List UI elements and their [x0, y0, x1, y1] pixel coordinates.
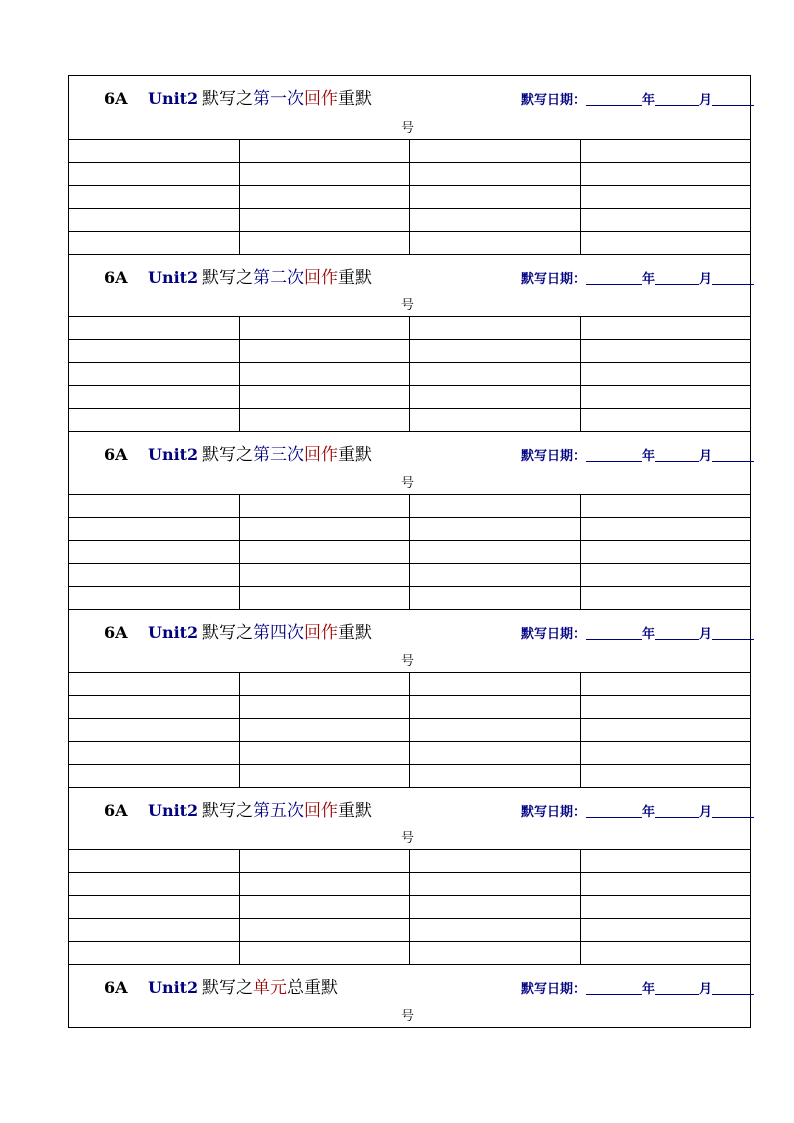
number-label: 号	[401, 298, 415, 313]
answer-cell[interactable]	[69, 317, 240, 339]
answer-cell[interactable]	[581, 942, 751, 964]
answer-cell[interactable]	[69, 186, 240, 208]
grade-label: 6A	[104, 978, 128, 997]
answer-cell[interactable]	[410, 209, 581, 231]
answer-cell[interactable]	[69, 919, 240, 941]
month-label: 月	[699, 982, 713, 997]
section-header	[69, 432, 750, 495]
date-field	[521, 90, 754, 112]
day-blank[interactable]	[712, 92, 754, 106]
answer-cell[interactable]	[69, 673, 240, 695]
answer-cell[interactable]	[69, 409, 240, 431]
answer-row	[69, 696, 750, 719]
answer-cell[interactable]	[240, 696, 411, 718]
title-part: 第五次	[253, 801, 304, 821]
year-blank[interactable]	[586, 92, 642, 106]
answer-cell[interactable]	[581, 919, 751, 941]
unit-label: Unit2	[148, 801, 199, 820]
section-title	[202, 800, 372, 822]
number-label: 号	[401, 654, 415, 669]
answer-cell[interactable]	[240, 163, 411, 185]
date-label: 默写日期：	[521, 805, 587, 820]
answer-cell[interactable]	[69, 386, 240, 408]
answer-cell[interactable]	[581, 495, 751, 517]
answer-cell[interactable]	[410, 541, 581, 563]
answer-cell[interactable]	[581, 186, 751, 208]
answer-cell[interactable]	[410, 495, 581, 517]
section-title	[202, 622, 372, 644]
answer-cell[interactable]	[240, 896, 411, 918]
answer-cell[interactable]	[240, 363, 411, 385]
answer-cell[interactable]	[581, 742, 751, 764]
answer-cell[interactable]	[581, 140, 751, 162]
date-label: 默写日期：	[521, 272, 587, 287]
section-header	[69, 610, 750, 673]
unit-label: Unit2	[148, 978, 199, 997]
month-label: 月	[699, 93, 713, 108]
month-blank[interactable]	[655, 271, 699, 285]
number-label: 号	[401, 831, 415, 846]
answer-cell[interactable]	[410, 163, 581, 185]
answer-cell[interactable]	[240, 140, 411, 162]
section-title	[202, 977, 338, 999]
answer-cell[interactable]	[581, 317, 751, 339]
year-blank[interactable]	[586, 271, 642, 285]
answer-cell[interactable]	[69, 896, 240, 918]
title-part: 重默	[338, 801, 372, 821]
grade-label: 6A	[104, 623, 128, 642]
answer-row	[69, 942, 750, 965]
answer-row	[69, 587, 750, 610]
answer-row	[69, 317, 750, 340]
answer-cell[interactable]	[69, 232, 240, 254]
answer-cell[interactable]	[240, 742, 411, 764]
answer-cell[interactable]	[240, 719, 411, 741]
answer-cell[interactable]	[69, 765, 240, 787]
month-label: 月	[699, 805, 713, 820]
answer-cell[interactable]	[581, 850, 751, 872]
number-label: 号	[401, 1009, 415, 1024]
answer-cell[interactable]	[410, 409, 581, 431]
answer-cell[interactable]	[410, 696, 581, 718]
answer-cell[interactable]	[69, 719, 240, 741]
answer-cell[interactable]	[240, 564, 411, 586]
title-part: 重默	[338, 623, 372, 643]
title-part: 默写之	[202, 801, 253, 821]
answer-cell[interactable]	[410, 873, 581, 895]
day-blank[interactable]	[712, 448, 754, 462]
answer-row	[69, 363, 750, 386]
year-blank[interactable]	[586, 448, 642, 462]
day-blank[interactable]	[712, 804, 754, 818]
title-part: 第四次	[253, 623, 304, 643]
answer-row	[69, 873, 750, 896]
month-blank[interactable]	[655, 448, 699, 462]
answer-cell[interactable]	[581, 363, 751, 385]
answer-cell[interactable]	[410, 942, 581, 964]
answer-row	[69, 140, 750, 163]
year-label: 年	[642, 93, 656, 108]
answer-cell[interactable]	[410, 363, 581, 385]
grade-label: 6A	[104, 445, 128, 464]
title-part: 回作	[304, 623, 338, 643]
header-line	[69, 622, 750, 644]
answer-cell[interactable]	[581, 587, 751, 609]
answer-cell[interactable]	[581, 564, 751, 586]
unit-label: Unit2	[148, 89, 199, 108]
unit-label: Unit2	[148, 623, 199, 642]
header-line	[69, 800, 750, 822]
answer-cell[interactable]	[69, 942, 240, 964]
answer-cell[interactable]	[69, 363, 240, 385]
answer-row	[69, 896, 750, 919]
header-line	[69, 977, 750, 999]
answer-cell[interactable]	[240, 495, 411, 517]
grade-label: 6A	[104, 268, 128, 287]
answer-cell[interactable]	[69, 850, 240, 872]
answer-cell[interactable]	[581, 518, 751, 540]
answer-cell[interactable]	[581, 386, 751, 408]
answer-row	[69, 340, 750, 363]
answer-row	[69, 765, 750, 788]
date-label: 默写日期：	[521, 93, 587, 108]
year-blank[interactable]	[586, 626, 642, 640]
title-part: 默写之	[202, 978, 253, 998]
answer-cell[interactable]	[69, 587, 240, 609]
answer-row	[69, 163, 750, 186]
answer-cell[interactable]	[240, 673, 411, 695]
answer-row	[69, 186, 750, 209]
date-label: 默写日期：	[521, 627, 587, 642]
answer-row	[69, 232, 750, 255]
answer-cell[interactable]	[410, 564, 581, 586]
answer-cell[interactable]	[69, 140, 240, 162]
day-blank[interactable]	[712, 626, 754, 640]
grade-label: 6A	[104, 801, 128, 820]
date-field	[521, 446, 754, 468]
number-label: 号	[401, 121, 415, 136]
answer-cell[interactable]	[240, 541, 411, 563]
title-part: 回作	[304, 89, 338, 109]
answer-row	[69, 518, 750, 541]
section-header	[69, 255, 750, 317]
title-part: 重默	[338, 445, 372, 465]
answer-row	[69, 673, 750, 696]
header-line	[69, 88, 750, 110]
answer-cell[interactable]	[240, 340, 411, 362]
section-title	[202, 444, 372, 466]
answer-row	[69, 386, 750, 409]
answer-row	[69, 541, 750, 564]
title-part: 回作	[304, 268, 338, 288]
number-label: 号	[401, 476, 415, 491]
month-label: 月	[699, 627, 713, 642]
answer-cell[interactable]	[69, 873, 240, 895]
answer-cell[interactable]	[410, 518, 581, 540]
answer-cell[interactable]	[410, 386, 581, 408]
month-blank[interactable]	[655, 92, 699, 106]
answer-cell[interactable]	[240, 186, 411, 208]
date-field	[521, 269, 754, 291]
answer-cell[interactable]	[410, 140, 581, 162]
section-header	[69, 788, 750, 850]
date-field	[521, 624, 754, 646]
header-line	[69, 267, 750, 289]
title-part: 默写之	[202, 268, 253, 288]
answer-cell[interactable]	[240, 942, 411, 964]
date-field	[521, 802, 754, 824]
answer-cell[interactable]	[69, 742, 240, 764]
answer-cell[interactable]	[410, 186, 581, 208]
answer-cell[interactable]	[69, 209, 240, 231]
day-blank[interactable]	[712, 981, 754, 995]
title-part: 重默	[338, 89, 372, 109]
answer-cell[interactable]	[410, 919, 581, 941]
title-part: 默写之	[202, 89, 253, 109]
answer-cell[interactable]	[410, 673, 581, 695]
dictation-sheet	[68, 75, 751, 1028]
answer-cell[interactable]	[240, 409, 411, 431]
answer-cell[interactable]	[69, 541, 240, 563]
day-blank[interactable]	[712, 271, 754, 285]
section-title	[202, 267, 372, 289]
answer-row	[69, 742, 750, 765]
answer-cell[interactable]	[69, 340, 240, 362]
title-part: 第二次	[253, 268, 304, 288]
answer-cell[interactable]	[410, 232, 581, 254]
title-part: 默写之	[202, 445, 253, 465]
answer-cell[interactable]	[69, 163, 240, 185]
answer-cell[interactable]	[240, 317, 411, 339]
answer-cell[interactable]	[581, 765, 751, 787]
section-header	[69, 965, 750, 1028]
answer-cell[interactable]	[240, 919, 411, 941]
year-blank[interactable]	[586, 804, 642, 818]
answer-cell[interactable]	[410, 340, 581, 362]
answer-cell[interactable]	[581, 541, 751, 563]
date-label: 默写日期：	[521, 449, 587, 464]
answer-cell[interactable]	[581, 696, 751, 718]
answer-cell[interactable]	[581, 873, 751, 895]
answer-cell[interactable]	[581, 409, 751, 431]
answer-cell[interactable]	[581, 232, 751, 254]
year-label: 年	[642, 982, 656, 997]
unit-label: Unit2	[148, 268, 199, 287]
month-label: 月	[699, 449, 713, 464]
grade-label: 6A	[104, 89, 128, 108]
month-blank[interactable]	[655, 804, 699, 818]
answer-cell[interactable]	[240, 587, 411, 609]
year-label: 年	[642, 272, 656, 287]
answer-cell[interactable]	[410, 742, 581, 764]
answer-row	[69, 919, 750, 942]
answer-cell[interactable]	[240, 209, 411, 231]
title-part: 回作	[304, 445, 338, 465]
answer-cell[interactable]	[410, 765, 581, 787]
answer-cell[interactable]	[240, 518, 411, 540]
answer-cell[interactable]	[581, 719, 751, 741]
answer-row	[69, 409, 750, 432]
year-label: 年	[642, 449, 656, 464]
answer-cell[interactable]	[240, 765, 411, 787]
month-blank[interactable]	[655, 626, 699, 640]
answer-row	[69, 564, 750, 587]
answer-cell[interactable]	[69, 518, 240, 540]
answer-cell[interactable]	[410, 587, 581, 609]
unit-label: Unit2	[148, 445, 199, 464]
answer-cell[interactable]	[581, 896, 751, 918]
header-line	[69, 444, 750, 466]
answer-cell[interactable]	[410, 317, 581, 339]
title-part: 单元	[253, 978, 287, 998]
answer-cell[interactable]	[69, 696, 240, 718]
answer-row	[69, 495, 750, 518]
title-part: 默写之	[202, 623, 253, 643]
answer-cell[interactable]	[410, 719, 581, 741]
answer-cell[interactable]	[240, 232, 411, 254]
answer-cell[interactable]	[69, 564, 240, 586]
year-label: 年	[642, 805, 656, 820]
answer-cell[interactable]	[581, 673, 751, 695]
section-header	[69, 76, 750, 140]
answer-row	[69, 719, 750, 742]
title-part: 回作	[304, 801, 338, 821]
answer-row	[69, 850, 750, 873]
answer-cell[interactable]	[581, 163, 751, 185]
answer-cell[interactable]	[240, 386, 411, 408]
month-label: 月	[699, 272, 713, 287]
answer-cell[interactable]	[240, 850, 411, 872]
title-part: 第三次	[253, 445, 304, 465]
answer-cell[interactable]	[410, 850, 581, 872]
answer-cell[interactable]	[240, 873, 411, 895]
answer-cell[interactable]	[69, 495, 240, 517]
title-part: 第一次	[253, 89, 304, 109]
year-label: 年	[642, 627, 656, 642]
title-part: 总重默	[287, 978, 338, 998]
month-blank[interactable]	[655, 981, 699, 995]
year-blank[interactable]	[586, 981, 642, 995]
answer-row	[69, 209, 750, 232]
title-part: 重默	[338, 268, 372, 288]
date-label: 默写日期：	[521, 982, 587, 997]
answer-cell[interactable]	[410, 896, 581, 918]
section-title	[202, 88, 372, 110]
date-field	[521, 979, 754, 1001]
answer-cell[interactable]	[581, 340, 751, 362]
answer-cell[interactable]	[581, 209, 751, 231]
